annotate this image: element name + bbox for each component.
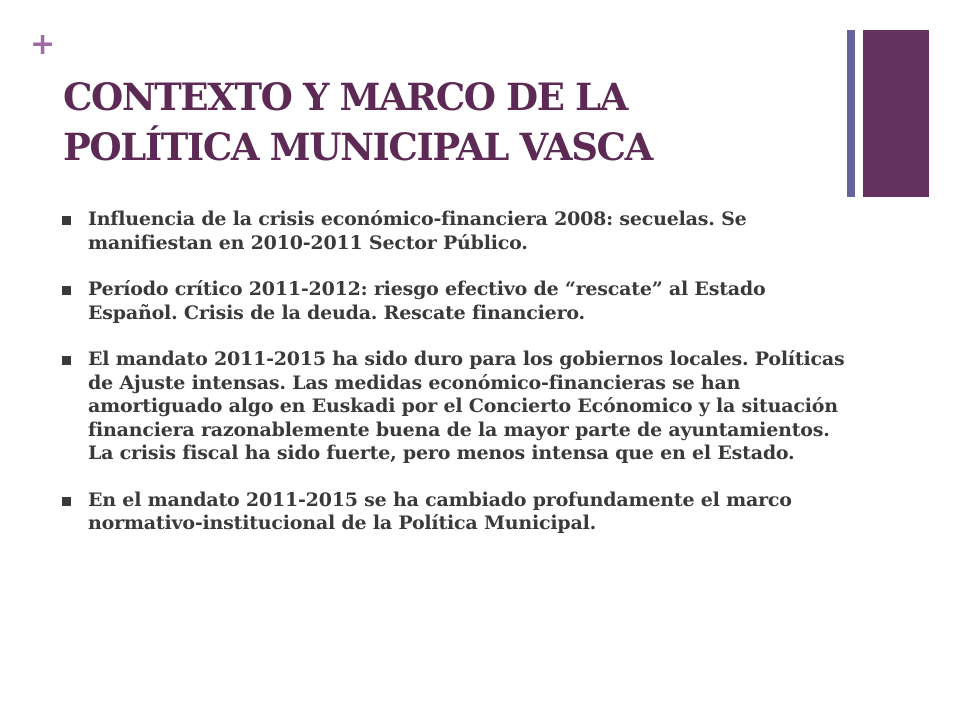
bullet-item (62, 278, 852, 325)
bullet-text: Influencia de la crisis económico-financiera 2008: secuelas. Se manifiestan en 2010-2011 Sector Público. (88, 208, 747, 254)
bullet-list (62, 208, 852, 559)
bullet-item (62, 348, 852, 466)
bullet-text: En el mandato 2011-2015 se ha cambiado profundamente el marco normativo-institucional de la Política Municipal. (88, 488, 792, 534)
square-bullet-icon (62, 356, 71, 365)
bullet-text: Período crítico 2011-2012: riesgo efectivo de “rescate” al Estado Español. Crisis de la deuda. Rescate financiero. (88, 278, 766, 324)
bullet-item (62, 489, 852, 536)
accent-bar-wide (863, 30, 929, 197)
square-bullet-icon (62, 497, 71, 506)
accent-bar-thin (847, 30, 855, 197)
bullet-item (62, 208, 852, 255)
square-bullet-icon (62, 216, 71, 225)
bullet-text: El mandato 2011-2015 ha sido duro para los gobiernos locales. Políticas de Ajuste intensas. Las medidas económico-financieras se han amortiguado algo en Euskadi por el Concierto Ecónomico y la situación financiera razonablemente buena de la mayor parte de ayuntamientos. La crisis fiscal ha sido fuerte, pero menos intensa que en el Estado. (88, 348, 845, 464)
square-bullet-icon (62, 286, 71, 295)
slide-title: CONTEXTO Y MARCO DE LA POLÍTICA MUNICIPAL VASCA (63, 75, 652, 169)
plus-icon: + (30, 27, 56, 62)
